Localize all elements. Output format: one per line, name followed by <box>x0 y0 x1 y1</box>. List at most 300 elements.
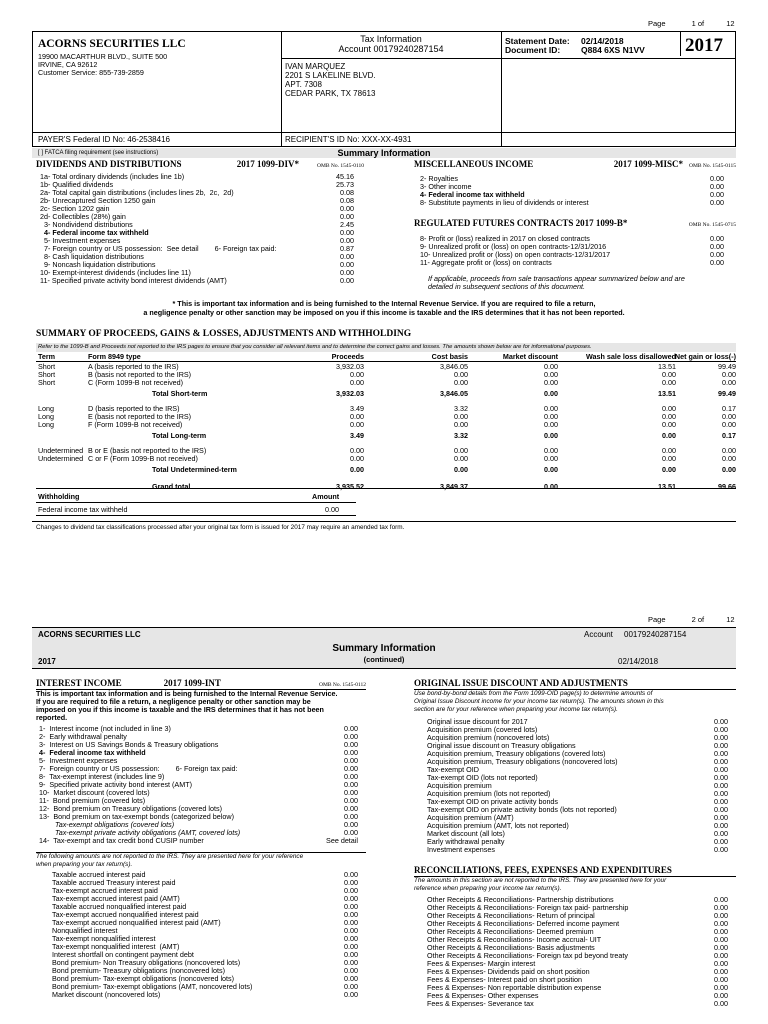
rec-label: Fees & Expenses- Severance tax <box>427 999 534 1008</box>
oid-value: 0.00 <box>714 773 728 782</box>
dividend-label: 1a- Total ordinary dividends (includes line 1b) <box>40 172 185 181</box>
proceeds-row-cell: 3,846.05 <box>440 362 468 371</box>
proceeds-total <box>36 432 736 440</box>
dividend-value: 0.00 <box>340 228 354 237</box>
rec-note: The amounts in this section are not reported to the IRS. They are presented here for your <box>414 877 667 884</box>
dividend-value: 0.00 <box>340 268 354 277</box>
proceeds-row-cell: B (basis not reported to the IRS) <box>88 370 192 379</box>
interest-value: 0.00 <box>344 740 358 749</box>
proceeds-row-cell: 0.00 <box>454 370 468 379</box>
recipient-id: RECIPIENT'S ID No: XXX-XX-4931 <box>285 135 412 144</box>
rfc-value: 0.00 <box>710 242 724 251</box>
oid-label: Acquisition premium, Treasury obligations (noncovered lots) <box>427 757 618 766</box>
dividend-label: 10- Exempt-interest dividends (includes line 11) <box>40 268 191 277</box>
page2-title: Summary Information <box>332 643 436 654</box>
interest-label: Tax-exempt private activity obligations (AMT, covered lots) <box>39 828 241 837</box>
proceeds-note: Refer to the 1099-B and Proceeds not reported to the IRS pages to ensure that you consider all relevant items and to determine the correct gains and losses. The amounts shown below are for informational purposes. <box>36 343 736 352</box>
fed-withheld-value: 0.00 <box>325 505 339 514</box>
page2-account: 00179240287154 <box>624 630 687 639</box>
account-number: Account 00179240287154 <box>338 44 444 54</box>
rec-label: Fees & Expenses- Margin interest <box>427 959 536 968</box>
dividend-label: 11- Specified private activity bond interest dividends (AMT) <box>40 276 227 285</box>
proceeds-row-cell: 0.00 <box>544 404 558 413</box>
dividend-value: 0.87 <box>340 244 354 253</box>
interest-value: 0.00 <box>344 820 358 829</box>
proceeds-row-cell: 0.00 <box>544 420 558 429</box>
page-number-2: Page 2 of 12 <box>648 615 735 624</box>
interest-unreported-value: 0.00 <box>344 958 358 967</box>
proceeds-row-cell: 0.00 <box>454 420 468 429</box>
dividend-label: 9- Noncash liquidation distributions <box>40 260 156 269</box>
proceeds-total-value: 0.00 <box>454 465 468 474</box>
oid-title: ORIGINAL ISSUE DISCOUNT AND ADJUSTMENTS <box>414 678 628 688</box>
rec-label: Fees & Expenses- Other expenses <box>427 991 539 1000</box>
dividend-value: 0.00 <box>340 276 354 285</box>
oid-label: Tax-exempt OID on private activity bonds <box>427 797 559 806</box>
oid-value: 0.00 <box>714 725 728 734</box>
interest-value: 0.00 <box>344 804 358 813</box>
rec-label: Other Receipts & Reconciliations- Income accrual- UIT <box>427 935 602 944</box>
rfc-note-1: If applicable, proceeds from sale transactions appear summarized below and are <box>428 274 685 283</box>
rec-value: 0.00 <box>714 927 728 936</box>
rec-value: 0.00 <box>714 983 728 992</box>
proceeds-total-value: 0.00 <box>544 465 558 474</box>
oid-label: Acquisition premium (AMT) <box>427 813 514 822</box>
dividends-section <box>36 160 364 285</box>
rfc-title: REGULATED FUTURES CONTRACTS 2017 1099-B* <box>414 218 628 228</box>
proceeds-total-value: 0.00 <box>544 431 558 440</box>
dividend-label: 4- Federal income tax withheld <box>40 228 149 237</box>
proceeds-total-value: 3,932.03 <box>336 389 364 398</box>
interest-row <box>39 837 358 845</box>
interest-unreported-label: Bond premium- Treasury obligations (noncovered lots) <box>52 966 225 975</box>
proceeds-total-value: 3.49 <box>350 431 364 440</box>
interest-label: 9- Specified private activity bond interest (AMT) <box>39 780 192 789</box>
proceeds-row-cell: 0.00 <box>454 446 468 455</box>
interest-label: 2- Early withdrawal penalty <box>39 732 127 741</box>
proceeds-header: Form 8949 type <box>88 352 141 361</box>
interest-unreported-value: 0.00 <box>344 870 358 879</box>
rec-value: 0.00 <box>714 919 728 928</box>
proceeds-row-cell: Long <box>38 420 54 429</box>
proceeds-total-label: Total Undetermined-term <box>152 465 237 474</box>
oid-value: 0.00 <box>714 733 728 742</box>
oid-label: Original issue discount on Treasury obligations <box>427 741 576 750</box>
interest-value: 0.00 <box>344 812 358 821</box>
proceeds-row-cell: 0.00 <box>350 454 364 463</box>
misc-form: 2017 1099-MISC* <box>613 159 683 169</box>
oid-label: Investment expenses <box>427 845 495 854</box>
oid-value: 0.00 <box>714 717 728 726</box>
proceeds-total-value: 0.00 <box>662 431 676 440</box>
interest-unreported-value: 0.00 <box>344 926 358 935</box>
interest-unreported-value: 0.00 <box>344 950 358 959</box>
proceeds-header: Term <box>38 352 56 361</box>
proceeds-total <box>36 390 736 398</box>
interest-form: 2017 1099-INT <box>163 678 221 688</box>
proceeds-total-value: 0.00 <box>722 465 736 474</box>
oid-value: 0.00 <box>714 829 728 838</box>
page2-continued: (continued) <box>363 655 405 664</box>
rfc-value: 0.00 <box>710 234 724 243</box>
oid-note: Original Issue Discount income for your income tax return(s). The amounts shown in this <box>414 698 664 705</box>
dividend-value: 0.00 <box>340 260 354 269</box>
interest-value: 0.00 <box>344 796 358 805</box>
fed-withheld-label: Federal income tax withheld <box>38 505 128 514</box>
misc-value: 0.00 <box>710 198 724 207</box>
rec-label: Other Receipts & Reconciliations- Deferred income payment <box>427 919 620 928</box>
rec-label: Other Receipts & Reconciliations- Partnership distributions <box>427 895 614 904</box>
interest-label: 12- Bond premium on Treasury obligations (covered lots) <box>39 804 222 813</box>
proceeds-row-cell: A (basis reported to the IRS) <box>88 362 179 371</box>
rfc-omb: OMB No. 1545-0715 <box>688 222 736 228</box>
proceeds-row-cell: 0.00 <box>662 454 676 463</box>
interest-unreported-label: Tax-exempt accrued nonqualified interest paid (AMT) <box>52 918 221 927</box>
dividend-label: 1b- Qualified dividends <box>40 180 114 189</box>
oid-label: Acquisition premium (AMT, lots not reported) <box>427 821 569 830</box>
oid-label: Tax-exempt OID <box>427 765 479 774</box>
dividend-label: 8- Cash liquidation distributions <box>40 252 144 261</box>
proceeds-total-value: 3,846.05 <box>440 389 468 398</box>
header-box <box>32 31 736 147</box>
interest-unreported-label: Taxable accrued nonqualified interest paid <box>52 902 187 911</box>
broker-name: ACORNS SECURITIES LLC <box>38 38 186 50</box>
page2-date: 02/14/2018 <box>618 657 659 666</box>
oid-section <box>414 679 736 1008</box>
interest-note: when preparing your tax return(s). <box>36 861 133 868</box>
rec-value: 0.00 <box>714 999 728 1008</box>
proceeds-row-cell: 0.00 <box>722 412 736 421</box>
interest-unreported-label: Tax-exempt accrued nonqualified interest paid <box>52 910 199 919</box>
withholding-label: Withholding <box>38 492 80 501</box>
proceeds-title: SUMMARY OF PROCEEDS, GAINS & LOSSES, ADJUSTMENTS AND WITHHOLDING <box>36 329 412 339</box>
proceeds-row-cell: 0.00 <box>544 378 558 387</box>
interest-unreported-value: 0.00 <box>344 910 358 919</box>
proceeds-row-cell: 0.00 <box>350 378 364 387</box>
interest-value: 0.00 <box>344 756 358 765</box>
oid-value: 0.00 <box>714 741 728 750</box>
misc-label: 2- Royalties <box>420 174 458 183</box>
proceeds-row-cell: 0.00 <box>544 412 558 421</box>
oid-label: Early withdrawal penalty <box>427 837 505 846</box>
proceeds-row-cell: 0.00 <box>350 446 364 455</box>
misc-title: MISCELLANEOUS INCOME <box>414 159 534 169</box>
proceeds-row-cell: 0.00 <box>544 446 558 455</box>
payer-id: PAYER'S Federal ID No: 46-2538416 <box>38 135 170 144</box>
proceeds-grand-total <box>36 483 736 491</box>
oid-value: 0.00 <box>714 845 728 854</box>
interest-label: 11- Bond premium (covered lots) <box>39 796 146 805</box>
oid-value: 0.00 <box>714 805 728 814</box>
proceeds-row-cell: 0.00 <box>662 404 676 413</box>
rec-value: 0.00 <box>714 911 728 920</box>
document-id: Q884 6XS N1VV <box>581 45 645 55</box>
proceeds-row-cell: Long <box>38 412 54 421</box>
proceeds-row-cell: 0.00 <box>662 420 676 429</box>
proceeds-row-cell: 13.51 <box>658 362 676 371</box>
dividend-label: 7- Foreign country or US possession: See detail 6- Foreign tax paid: <box>40 244 277 253</box>
proceeds-row <box>36 421 736 429</box>
proceeds-row-cell: F (Form 1099-B not received) <box>88 420 183 429</box>
interest-unreported-label: Nonqualified interest <box>52 926 118 935</box>
dividend-value: 0.08 <box>340 188 354 197</box>
oid-label: Acquisition premium, Treasury obligations (covered lots) <box>427 749 606 758</box>
interest-label: 8- Tax-exempt interest (includes line 9) <box>39 772 165 781</box>
rec-value: 0.00 <box>714 959 728 968</box>
rfc-label: 10- Unrealized profit or (loss) on open contracts-12/31/2017 <box>420 250 611 259</box>
dividend-value: 0.08 <box>340 196 354 205</box>
oid-label: Original issue discount for 2017 <box>427 717 528 726</box>
proceeds-row-cell: 99.49 <box>718 362 736 371</box>
amount-label: Amount <box>312 492 340 501</box>
interest-unreported-value: 0.00 <box>344 966 358 975</box>
rfc-label: 9- Unrealized profit or (loss) on open contracts-12/31/2016 <box>420 242 607 251</box>
dividend-value: 0.00 <box>340 236 354 245</box>
proceeds-row-cell: 0.00 <box>662 446 676 455</box>
proceeds-total-value: 0.00 <box>662 465 676 474</box>
interest-unreported-value: 0.00 <box>344 990 358 999</box>
interest-value: 0.00 <box>344 772 358 781</box>
rec-label: Other Receipts & Reconciliations- Deemed premium <box>427 927 594 936</box>
recipient-name: IVAN MARQUEZ <box>285 62 346 71</box>
interest-title: INTEREST INCOME <box>36 678 122 688</box>
interest-label: 10- Market discount (covered lots) <box>39 788 150 797</box>
oid-label: Acquisition premium (covered lots) <box>427 725 538 734</box>
interest-unreported-value: 0.00 <box>344 934 358 943</box>
interest-section <box>36 679 366 999</box>
oid-value: 0.00 <box>714 757 728 766</box>
fatca-checkbox[interactable]: [ ] FATCA filing requirement (see instructions) <box>38 150 159 156</box>
interest-omb: OMB No. 1545-0112 <box>318 682 366 688</box>
rec-value: 0.00 <box>714 935 728 944</box>
proceeds-row-cell: C (Form 1099-B not received) <box>88 378 184 387</box>
oid-value: 0.00 <box>714 797 728 806</box>
recipient-address-2: APT. 7308 <box>285 80 322 89</box>
interest-unreported-label: Taxable accrued interest paid <box>52 870 146 879</box>
rec-row <box>427 1000 728 1008</box>
interest-unreported-label: Bond premium- Tax-exempt obligations (AMT, noncovered lots) <box>52 982 253 991</box>
proceeds-row-cell: 0.00 <box>544 362 558 371</box>
interest-warning: reported. <box>36 713 68 722</box>
proceeds-total-value: 0.00 <box>350 465 364 474</box>
proceeds-table <box>36 352 736 491</box>
misc-value: 0.00 <box>710 174 724 183</box>
proceeds-header: Net gain or loss(-) <box>674 352 736 361</box>
proceeds-row-cell: 0.00 <box>722 420 736 429</box>
interest-value: 0.00 <box>344 788 358 797</box>
interest-unreported-row <box>52 991 358 999</box>
proceeds-row-cell: 3,932.03 <box>336 362 364 371</box>
oid-label: Tax-exempt OID on private activity bonds (lots not reported) <box>427 805 617 814</box>
proceeds-row-cell: 3.32 <box>454 404 468 413</box>
oid-label: Acquisition premium (lots not reported) <box>427 789 551 798</box>
broker-address-1: 19900 MACARTHUR BLVD., SUITE 500 <box>38 52 168 61</box>
misc-omb: OMB No. 1545-0115 <box>688 163 736 169</box>
rec-note: reference when preparing your income tax return(s). <box>414 885 562 892</box>
interest-unreported-value: 0.00 <box>344 918 358 927</box>
proceeds-total-value: 99.49 <box>718 389 736 398</box>
rfc-row <box>420 259 724 267</box>
interest-label: 14- Tax-exempt and tax credit bond CUSIP number <box>39 836 204 845</box>
proceeds-row-cell: 0.00 <box>662 370 676 379</box>
proceeds-row-cell: 0.00 <box>544 370 558 379</box>
proceeds-row-cell: 0.00 <box>350 370 364 379</box>
rec-value: 0.00 <box>714 991 728 1000</box>
interest-warning: imposed on you if this income is taxable and the IRS determines that it has not been <box>36 705 324 714</box>
page2-header <box>32 628 736 668</box>
misc-value: 0.00 <box>710 182 724 191</box>
proceeds-row-cell: 0.00 <box>722 370 736 379</box>
page1-footer: Changes to dividend tax classifications processed after your original tax form is issued for 2017 may require an amended tax form. <box>36 524 405 531</box>
proceeds-total-value: 0.17 <box>722 431 736 440</box>
interest-unreported-value: 0.00 <box>344 878 358 887</box>
misc-section <box>414 160 736 291</box>
oid-row <box>427 846 728 854</box>
interest-unreported-label: Tax-exempt accrued interest paid (AMT) <box>52 894 180 903</box>
page2-account-label: Account <box>584 630 613 639</box>
interest-label: 1- Interest income (not included in line 3) <box>39 724 171 733</box>
interest-label: 13- Bond premium on tax-exempt bonds (categorized below) <box>39 812 234 821</box>
proceeds-row-cell: 0.00 <box>454 378 468 387</box>
proceeds-row-cell: Undetermined <box>38 446 84 455</box>
misc-value: 0.00 <box>710 190 724 199</box>
oid-value: 0.00 <box>714 813 728 822</box>
proceeds-grand-total-value: 3,935.52 <box>336 482 364 491</box>
proceeds-row-cell: E (basis not reported to the IRS) <box>88 412 192 421</box>
page2-broker: ACORNS SECURITIES LLC <box>38 630 141 639</box>
misc-label: 4- Federal income tax withheld <box>420 190 525 199</box>
proceeds-header: Market discount <box>502 352 558 361</box>
oid-value: 0.00 <box>714 821 728 830</box>
rec-label: Other Receipts & Reconciliations- Basis adjustments <box>427 943 595 952</box>
interest-unreported-label: Taxable accrued Treasury interest paid <box>52 878 176 887</box>
proceeds-header: Cost basis <box>431 352 468 361</box>
dividend-row <box>40 277 354 285</box>
oid-value: 0.00 <box>714 789 728 798</box>
proceeds-grand-total-value: 0.00 <box>544 482 558 491</box>
dividends-omb: OMB No. 1545-0110 <box>316 163 364 169</box>
proceeds-header: Proceeds <box>331 352 364 361</box>
rfc-label: 11- Aggregate profit or (loss) on contracts <box>420 258 552 267</box>
oid-label: Acquisition premium (noncovered lots) <box>427 733 550 742</box>
proceeds-grand-total-value: 99.66 <box>718 482 736 491</box>
interest-value: 0.00 <box>344 732 358 741</box>
dividend-value: 0.00 <box>340 212 354 221</box>
interest-unreported-value: 0.00 <box>344 886 358 895</box>
proceeds-row-cell: B or E (basis not reported to the IRS) <box>88 446 207 455</box>
interest-unreported-value: 0.00 <box>344 982 358 991</box>
proceeds-row-cell: 0.00 <box>350 420 364 429</box>
proceeds-row-cell: C or F (Form 1099-B not received) <box>88 454 198 463</box>
interest-label: 7- Foreign country or US possession: 6- Foreign tax paid: <box>39 764 238 773</box>
dividend-label: 5- Investment expenses <box>40 236 121 245</box>
interest-unreported-value: 0.00 <box>344 942 358 951</box>
proceeds-total-label: Total Long-term <box>152 431 207 440</box>
summary-title: Summary Information <box>337 148 431 158</box>
proceeds-row-cell: Short <box>38 370 56 379</box>
warning-line-2: a negligence penalty or other sanction may be imposed on you if this income is taxable and the IRS determines that it has not been reported. <box>143 308 625 317</box>
interest-unreported-label: Tax-exempt nonqualified interest (AMT) <box>52 942 180 951</box>
interest-unreported-label: Bond premium- Tax-exempt obligations (noncovered lots) <box>52 974 235 983</box>
proceeds-grand-total-label: Grand total <box>152 482 191 491</box>
rec-value: 0.00 <box>714 903 728 912</box>
dividends-title: DIVIDENDS AND DISTRIBUTIONS <box>36 159 182 169</box>
rec-label: Fees & Expenses- Dividends paid on short position <box>427 967 590 976</box>
oid-value: 0.00 <box>714 837 728 846</box>
tax-info-title: Tax Information <box>360 34 422 44</box>
proceeds-row <box>36 379 736 387</box>
proceeds-row <box>36 455 736 463</box>
interest-unreported-value: 0.00 <box>344 902 358 911</box>
interest-warning: If you are required to file a return, a negligence penalty or other sanction may be <box>36 697 311 706</box>
interest-unreported-value: 0.00 <box>344 974 358 983</box>
rfc-value: 0.00 <box>710 258 724 267</box>
interest-label: 3- Interest on US Savings Bonds & Treasury obligations <box>39 740 219 749</box>
page2-year: 2017 <box>38 657 56 666</box>
rec-label: Other Receipts & Reconciliations- Foreign tax paid- partnership <box>427 903 629 912</box>
interest-unreported-label: Market discount (noncovered lots) <box>52 990 161 999</box>
dividend-value: 0.00 <box>340 252 354 261</box>
proceeds-total-value: 13.51 <box>658 389 676 398</box>
rec-value: 0.00 <box>714 895 728 904</box>
proceeds-row-cell: 0.00 <box>722 378 736 387</box>
rec-title: RECONCILIATIONS, FEES, EXPENSES AND EXPENDITURES <box>414 865 672 875</box>
interest-label: Tax-exempt obligations (covered lots) <box>39 820 175 829</box>
proceeds-grand-total-value: 13.51 <box>658 482 676 491</box>
misc-label: 3- Other income <box>420 182 472 191</box>
misc-label: 8- Substitute payments in lieu of dividends or interest <box>420 198 589 207</box>
proceeds-row-cell: 0.00 <box>454 412 468 421</box>
interest-note: The following amounts are not reported to the IRS. They are presented here for your reference <box>36 853 304 860</box>
rfc-value: 0.00 <box>710 250 724 259</box>
misc-row <box>420 199 724 207</box>
oid-label: Market discount (all lots) <box>427 829 505 838</box>
oid-note: section are for your reference when preparing your income tax return(s). <box>414 706 618 713</box>
proceeds-row-cell: Undetermined <box>38 454 84 463</box>
dividend-label: 2d- Collectibles (28%) gain <box>40 212 126 221</box>
proceeds-row-cell: Short <box>38 378 56 387</box>
interest-value: See detail <box>326 836 358 845</box>
rec-value: 0.00 <box>714 967 728 976</box>
recipient-address-1: 2201 S LAKELINE BLVD. <box>285 71 376 80</box>
interest-unreported-label: Interest shortfall on contingent payment debt <box>52 950 194 959</box>
interest-value: 0.00 <box>344 724 358 733</box>
proceeds-row-cell: D (basis reported to the IRS) <box>88 404 180 413</box>
interest-label: 5- Investment expenses <box>39 756 118 765</box>
warning-line-1: * This is important tax information and is being furnished to the Internal Revenue Service. If you are required to file a return, <box>172 299 596 308</box>
proceeds-total-value: 0.00 <box>544 389 558 398</box>
document-id-label: Document ID: <box>505 45 561 55</box>
proceeds-row-cell: 0.00 <box>350 412 364 421</box>
oid-value: 0.00 <box>714 749 728 758</box>
proceeds-total <box>36 466 736 474</box>
proceeds-grand-total-value: 3,849.37 <box>440 482 468 491</box>
page-number: Page 1 of 12 <box>648 19 735 28</box>
interest-value: 0.00 <box>344 764 358 773</box>
interest-label: 4- Federal income tax withheld <box>39 748 146 757</box>
rec-label: Fees & Expenses- Interest paid on short position <box>427 975 583 984</box>
oid-label: Tax-exempt OID (lots not reported) <box>427 773 538 782</box>
oid-note: Use bond-by-bond details from the Form 1099-OID page(s) to determine amounts of <box>414 690 653 697</box>
interest-unreported-label: Tax-exempt accrued interest paid <box>52 886 158 895</box>
interest-value: 0.00 <box>344 828 358 837</box>
oid-value: 0.00 <box>714 781 728 790</box>
dividend-value: 25.73 <box>336 180 354 189</box>
dividend-label: 2c- Section 1202 gain <box>40 204 110 213</box>
dividends-form: 2017 1099-DIV* <box>236 159 299 169</box>
summary-bar <box>32 148 736 158</box>
proceeds-row-cell: 0.00 <box>454 454 468 463</box>
